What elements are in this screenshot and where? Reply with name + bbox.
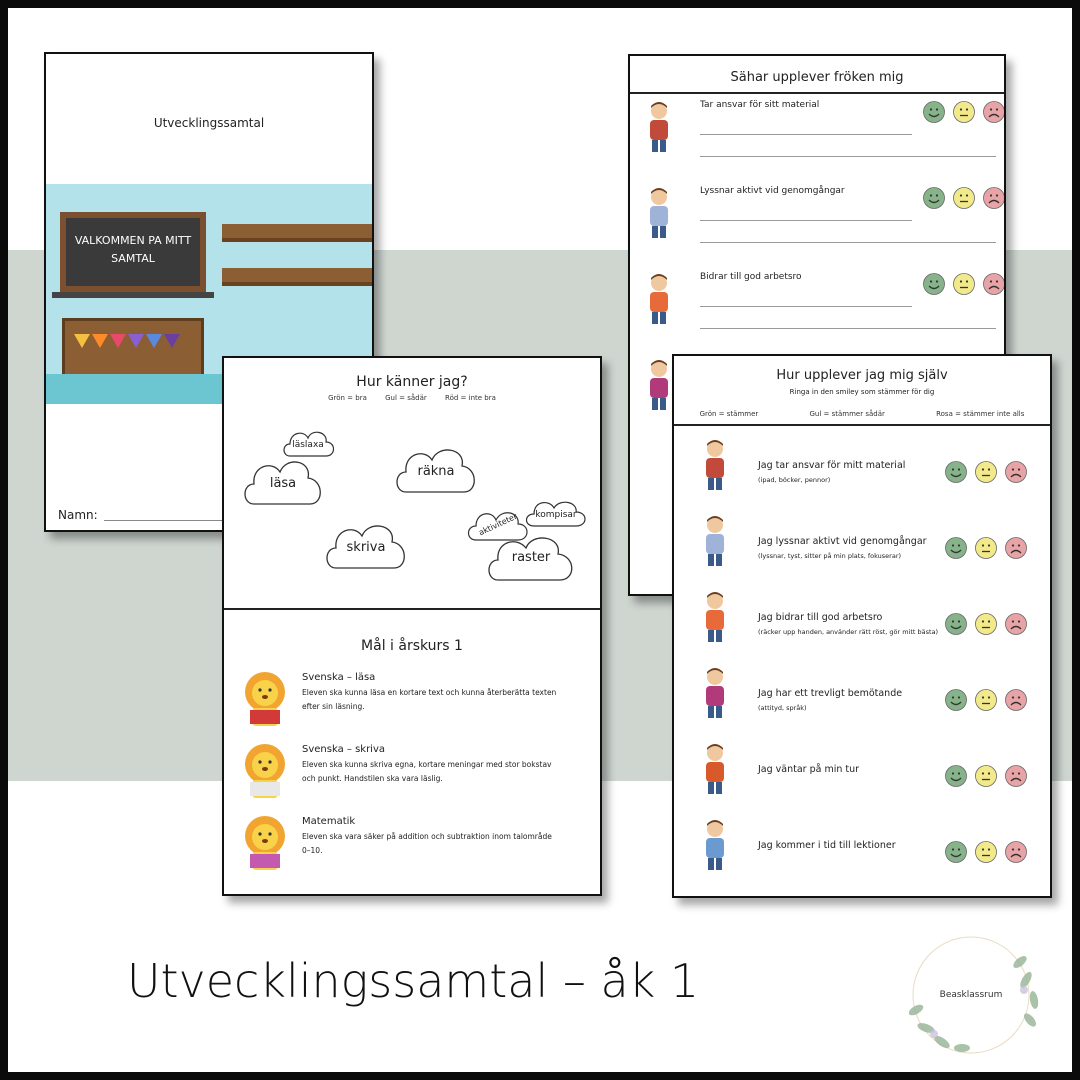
self-item-text: Jag väntar på min tur <box>758 764 860 775</box>
self-item-subtext: (lyssnar, tyst, sitter på min plats, fokuserar) <box>758 552 902 560</box>
self-item-text: Jag kommer i tid till lektioner <box>758 840 896 851</box>
happy-face-icon[interactable] <box>944 612 968 636</box>
student-illustration <box>644 358 674 418</box>
student-illustration <box>700 438 730 498</box>
self-item-subtext: (ipad, böcker, pennor) <box>758 476 831 484</box>
feelings-goals-page <box>222 356 602 896</box>
neutral-face-icon[interactable] <box>974 536 998 560</box>
page-divider <box>224 608 600 610</box>
chalkboard <box>60 212 206 292</box>
lion-icon <box>238 814 292 876</box>
self-item-subtext: (räcker upp handen, använder rätt röst, gör mitt bästa) <box>758 628 939 636</box>
teacher-item-text: Bidrar till god arbetsro <box>700 272 802 282</box>
answer-line <box>700 242 996 243</box>
shelf-bottom <box>222 268 372 286</box>
self-item-subtext: (attityd, språk) <box>758 704 807 712</box>
goal-heading: Matematik <box>302 816 356 827</box>
cloud-skriva[interactable] <box>324 514 408 580</box>
cloud-lasa[interactable] <box>242 450 324 516</box>
neutral-face-icon[interactable] <box>952 272 976 296</box>
sad-face-icon[interactable] <box>1004 688 1028 712</box>
chalk-tray <box>52 292 214 298</box>
sad-face-icon[interactable] <box>1004 460 1028 484</box>
legend-green: Grön = bra <box>328 394 367 402</box>
lion-icon <box>238 742 292 804</box>
happy-face-icon[interactable] <box>922 272 946 296</box>
cover-name-label: Namn: <box>58 508 98 522</box>
answer-line <box>700 220 912 221</box>
self-assessment-page <box>672 354 1052 898</box>
answer-line <box>700 156 996 157</box>
legend-green: Grön = stämmer <box>699 410 759 418</box>
legend-pink: Rosa = stämmer inte alls <box>936 410 1025 418</box>
footer-title: Utvecklingssamtal – åk 1 <box>126 954 700 1008</box>
neutral-face-icon[interactable] <box>952 100 976 124</box>
bunting <box>74 334 194 360</box>
self-legend-rule <box>674 424 1050 426</box>
answer-line <box>700 328 996 329</box>
cloud-label: läslaxa <box>292 440 324 450</box>
sad-face-icon[interactable] <box>1004 840 1028 864</box>
student-illustration <box>644 272 674 332</box>
neutral-face-icon[interactable] <box>974 840 998 864</box>
sad-face-icon[interactable] <box>982 272 1006 296</box>
legend-yellow: Gul = sådär <box>385 394 427 402</box>
goals-title: Mål i årskurs 1 <box>361 638 463 654</box>
cloud-raster[interactable] <box>486 526 576 592</box>
feelings-title: Hur känner jag? <box>356 374 468 390</box>
legend-red: Röd = inte bra <box>445 394 496 402</box>
student-illustration <box>700 590 730 650</box>
self-subtitle: Ringa in den smiley som stämmer för dig <box>789 388 935 396</box>
student-illustration <box>700 818 730 878</box>
student-illustration <box>644 186 674 246</box>
lion-icon <box>238 670 292 732</box>
student-illustration <box>644 100 674 160</box>
sad-face-icon[interactable] <box>982 100 1006 124</box>
teacher-item-text: Tar ansvar för sitt material <box>700 100 820 110</box>
goal-text: Eleven ska vara säker på addition och subtraktion inom talområde <box>302 832 552 841</box>
happy-face-icon[interactable] <box>944 688 968 712</box>
product-image <box>8 8 1072 1072</box>
goal-heading: Svenska – läsa <box>302 672 376 683</box>
self-title: Hur upplever jag mig själv <box>776 368 948 383</box>
self-item-text: Jag tar ansvar för mitt material <box>758 460 906 471</box>
self-item-text: Jag lyssnar aktivt vid genomgångar <box>758 536 927 547</box>
sad-face-icon[interactable] <box>1004 612 1028 636</box>
neutral-face-icon[interactable] <box>974 612 998 636</box>
goal-text: 0–10. <box>302 846 323 855</box>
cloud-label: raster <box>511 550 551 565</box>
cloud-label: aktiviteter <box>477 511 519 538</box>
neutral-face-icon[interactable] <box>952 186 976 210</box>
cover-title: Utvecklingssamtal <box>153 116 265 130</box>
sad-face-icon[interactable] <box>982 186 1006 210</box>
brand-name: Beasklassrum <box>939 990 1003 1000</box>
cloud-rakna[interactable] <box>394 438 478 504</box>
cloud-label: kompisar <box>535 510 577 520</box>
teacher-title: Sähar upplever fröken mig <box>730 70 904 85</box>
happy-face-icon[interactable] <box>922 100 946 124</box>
student-illustration <box>700 514 730 574</box>
goal-text: och punkt. Handstilen ska vara läslig. <box>302 774 443 783</box>
happy-face-icon[interactable] <box>944 840 968 864</box>
sad-face-icon[interactable] <box>1004 536 1028 560</box>
happy-face-icon[interactable] <box>944 460 968 484</box>
neutral-face-icon[interactable] <box>974 764 998 788</box>
happy-face-icon[interactable] <box>944 764 968 788</box>
self-legend <box>674 410 1050 418</box>
teacher-title-rule <box>630 92 1004 94</box>
goal-text: efter sin läsning. <box>302 702 365 711</box>
shelf-top <box>222 224 372 242</box>
happy-face-icon[interactable] <box>922 186 946 210</box>
brand-logo <box>896 930 1046 1060</box>
cloud-label: räkna <box>417 464 455 479</box>
feelings-legend <box>224 394 600 402</box>
goal-text: Eleven ska kunna läsa en kortare text och kunna återberätta texten <box>302 688 557 697</box>
goal-heading: Svenska – skriva <box>302 744 386 755</box>
self-item-text: Jag har ett trevligt bemötande <box>758 688 903 699</box>
answer-line <box>700 134 912 135</box>
chalkboard-text: VALKOMMEN PA MITT SAMTAL <box>74 234 192 265</box>
neutral-face-icon[interactable] <box>974 460 998 484</box>
happy-face-icon[interactable] <box>944 536 968 560</box>
teacher-item-text: Lyssnar aktivt vid genomgångar <box>700 186 845 196</box>
legend-yellow: Gul = stämmer sådär <box>809 410 885 418</box>
goal-text: Eleven ska kunna skriva egna, kortare meningar med stor bokstav <box>302 760 552 769</box>
student-illustration <box>700 666 730 726</box>
answer-line <box>700 306 912 307</box>
cloud-label: läsa <box>269 476 297 491</box>
self-item-text: Jag bidrar till god arbetsro <box>758 612 883 623</box>
neutral-face-icon[interactable] <box>974 688 998 712</box>
student-illustration <box>700 742 730 802</box>
cloud-label: skriva <box>346 540 386 555</box>
sad-face-icon[interactable] <box>1004 764 1028 788</box>
